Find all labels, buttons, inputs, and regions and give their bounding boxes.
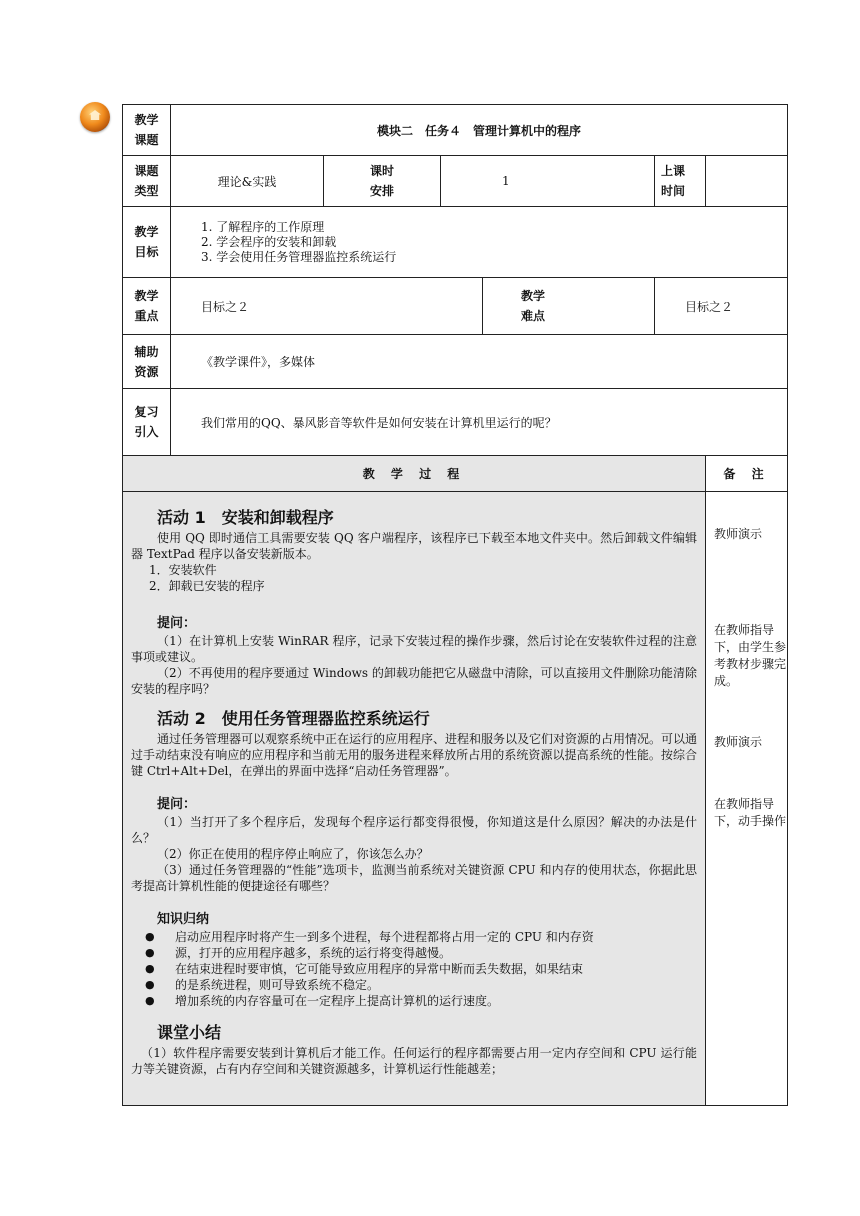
label-review: 复习 引入 [123, 389, 171, 456]
bullet-icon: ● [145, 946, 155, 959]
label-key-point: 教学 重点 [123, 278, 171, 335]
question-2-title: 提问： [157, 797, 197, 812]
activity-1-title: 活动 1 安装和卸载程序 [157, 508, 334, 527]
question-1-item: （1）在计算机上安装 WinRAR 程序，记录下安装过程的操作步骤，然后讨论在安装软件过程的注意事项或建议。 [131, 634, 697, 664]
bullet-icon: ● [145, 930, 155, 943]
review-value: 我们常用的QQ、暴风影音等软件是如何安装在计算机里运行的呢？ [171, 389, 788, 456]
hours-value: 1 [441, 156, 655, 207]
knowledge-bullet: ● 启动应用程序时将产生一到多个进程，每个进程都将占用一定的 CPU 和内存资 [145, 930, 594, 944]
question-1-title: 提问： [157, 616, 197, 631]
label-goals: 教学 目标 [123, 207, 171, 278]
time-value [706, 156, 788, 207]
goal-item: 3. 学会使用任务管理器监控系统运行 [201, 249, 397, 264]
activity-1-item: 2．卸载已安装的程序 [149, 579, 265, 593]
activity-2-text: 通过任务管理器可以观察系统中正在运行的应用程序、进程和服务以及它们对资源的占用情况。可以通过手动结束没有响应的应用程序和当前无用的服务进程来释放所占用的系统资源以提高系统的性能。按综合键 Ctrl+Alt+Del，在弹出的界面中选择“启动任务管理器”。 [131, 732, 698, 778]
note-item: 教师演示 [714, 527, 763, 541]
goal-item: 2. 学会程序的安装和卸载 [201, 234, 337, 249]
label-topic: 教学 课题 [123, 105, 171, 156]
knowledge-bullet: ● 的是系统进程，则可导致系统不稳定。 [145, 978, 380, 992]
question-2-item: （3）通过任务管理器的“性能”选项卡，监测当前系统对关键资源 CPU 和内存的使用状态，你据此思考提高计算机性能的便捷途径有哪些？ [131, 863, 697, 893]
label-difficult-point: 教学 难点 [483, 278, 655, 335]
lesson-title: 模块二 任务４ 管理计算机中的程序 [171, 105, 788, 156]
type-value: 理论&实践 [171, 156, 324, 207]
bullet-icon: ● [145, 962, 155, 975]
question-2-item: （1）当打开了多个程序后，发现每个程序运行都变得很慢，你知道这是什么原因？解决的办法是什么？ [131, 815, 697, 845]
knowledge-title: 知识归纳 [157, 912, 210, 927]
activity-2-title: 活动 2 使用任务管理器监控系统运行 [157, 709, 430, 728]
goals-list [171, 207, 788, 278]
bullet-icon: ● [145, 994, 155, 1007]
label-hours: 课时 安排 [324, 156, 441, 207]
summary-text: （1）软件程序需要安装到计算机后才能工作。任何运行的程序都需要占用一定内存空间和 CPU 运行能力等关键资源，占有内存空间和关键资源越多，计算机运行性能越差； [131, 1046, 697, 1076]
activity-1-item: 1．安装软件 [149, 563, 217, 577]
question-1-item: （2）不再使用的程序要通过 Windows 的卸载功能把它从磁盘中清除，可以直接用文件删除功能清除安装的程序吗？ [131, 666, 697, 696]
process-header: 教 学 过 程 [123, 456, 706, 492]
difficult-point-value: 目标之２ [655, 278, 788, 335]
resources-value: 《教学课件》，多媒体 [171, 335, 788, 389]
goal-item: 1. 了解程序的工作原理 [201, 219, 325, 234]
label-type: 课题 类型 [123, 156, 171, 207]
label-time: 上课 时间 [655, 156, 706, 207]
bullet-icon: ● [145, 978, 155, 991]
key-point-value: 目标之２ [171, 278, 483, 335]
knowledge-bullet: ● 源，打开的应用程序越多，系统的运行将变得越慢。 [145, 946, 452, 960]
question-2-item: （2）你正在使用的程序停止响应了，你该怎么办？ [157, 847, 429, 861]
summary-title: 课堂小结 [157, 1023, 222, 1042]
knowledge-bullet: ● 增加系统的内存容量可在一定程序上提高计算机的运行速度。 [145, 994, 500, 1008]
knowledge-bullet: ● 在结束进程时要审慎，它可能导致应用程序的异常中断而丢失数据，如果结束 [145, 962, 584, 976]
notes-column [706, 492, 788, 1106]
label-resources: 辅助 资源 [123, 335, 171, 389]
process-body [123, 492, 706, 1106]
school-logo-icon [80, 102, 110, 132]
lesson-plan-table [122, 104, 788, 1106]
notes-header: 备 注 [706, 456, 788, 492]
note-item: 在教师指导下，动手操作 [714, 797, 787, 828]
note-item: 教师演示 [714, 735, 763, 749]
note-item: 在教师指导下，由学生参考教材步骤完成。 [714, 623, 787, 688]
activity-1-text: 使用 QQ 即时通信工具需要安装 QQ 客户端程序，该程序已下载至本地文件夹中。然后卸载文件编辑器 TextPad 程序以备安装新版本。 [131, 531, 697, 561]
